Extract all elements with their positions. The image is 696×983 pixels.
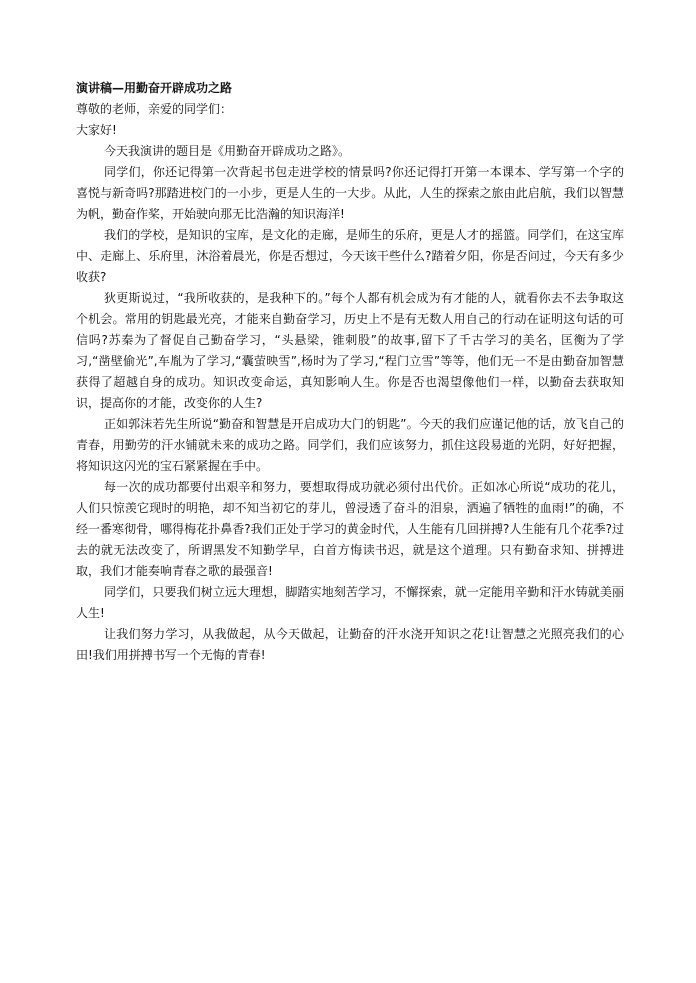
greeting: 大家好! <box>76 123 117 137</box>
salutation: 尊敬的老师，亲爱的同学们： <box>76 102 233 116</box>
paragraph-guo-moruo-quote: 正如郭沫若先生所说“勤奋和智慧是开启成功大门的钥匙”。今天的我们应谨记他的话，放飞自己的青春，用勤劳的汗水铺就未来的成功之路。同学们，我们应该努力，抓住这段易逝的光阴，好好把握，将知识这闪光的宝石紧紧握在手中。 <box>76 417 624 473</box>
document-page <box>76 78 624 666</box>
paragraph-ideals: 同学们，只要我们树立远大理想，脚踏实地刻苦学习，不懈探索，就一定能用辛勤和汗水铸就美丽人生! <box>76 585 624 620</box>
document-title: 演讲稿—用勤奋开辟成功之路 <box>76 81 233 95</box>
paragraph-conclusion: 让我们努力学习，从我做起，从今天做起，让勤奋的汗水浇开知识之花!让智慧之光照亮我们的心田!我们用拼搏书写一个无悔的青春! <box>76 627 624 662</box>
paragraph-topic: 今天我演讲的题目是《用勤奋开辟成功之路》。 <box>104 144 351 158</box>
paragraph-bingxin-quote: 每一次的成功都要付出艰辛和努力，要想取得成功就必须付出代价。正如冰心所说“成功的花儿，人们只惊羡它现时的明艳，却不知当初它的芽儿，曾浸透了奋斗的泪泉，洒遍了牺牲的血雨!”的确，不经一番寒彻骨，哪得梅花扑鼻香?我们正处于学习的黄金时代，人生能有几回拼搏?人生能有几个花季?过去的就无法改变了，所谓黑发不知勤学早，白首方悔读书迟，就是这个道理。只有勤奋求知、拼搏进取，我们才能奏响青春之歌的最强音! <box>76 480 624 578</box>
paragraph-dickens-quote: 狄更斯说过，“我所收获的，是我种下的。”每个人都有机会成为有才能的人，就看你去不去争取这个机会。常用的钥匙最光亮，才能来自勤奋学习，历史上不是有无数人用自己的行动在证明这句话的可信吗?苏秦为了督促自己勤奋学习，“头悬梁，锥刺股”的故事,留下了千古学习的美名，匡衡为了学习,“凿壁偷光”,车胤为了学习,“囊萤映雪”,杨时为了学习,“程门立雪”等等，他们无一不是由勤奋加智慧获得了超越自身的成功。知识改变命运，真知影响人生。你是否也渴望像他们一样，以勤奋去获取知识，提高你的才能，改变你的人生? <box>76 291 624 410</box>
paragraph-school-treasury: 我们的学校，是知识的宝库，是文化的走廊，是师生的乐府，更是人才的摇篮。同学们，在这宝库中、走廊上、乐府里，沐浴着晨光，你是否想过，今天该干些什么?踏着夕阳，你是否问过，今天有多少收获? <box>76 228 624 284</box>
paragraph-school-memories: 同学们，你还记得第一次背起书包走进学校的情景吗?你还记得打开第一本课本、学写第一个字的喜悦与新奇吗?那踏进校门的一小步，更是人生的一大步。从此，人生的探索之旅由此启航，我们以智慧为帆，勤奋作桨，开始驶向那无比浩瀚的知识海洋! <box>76 165 624 221</box>
